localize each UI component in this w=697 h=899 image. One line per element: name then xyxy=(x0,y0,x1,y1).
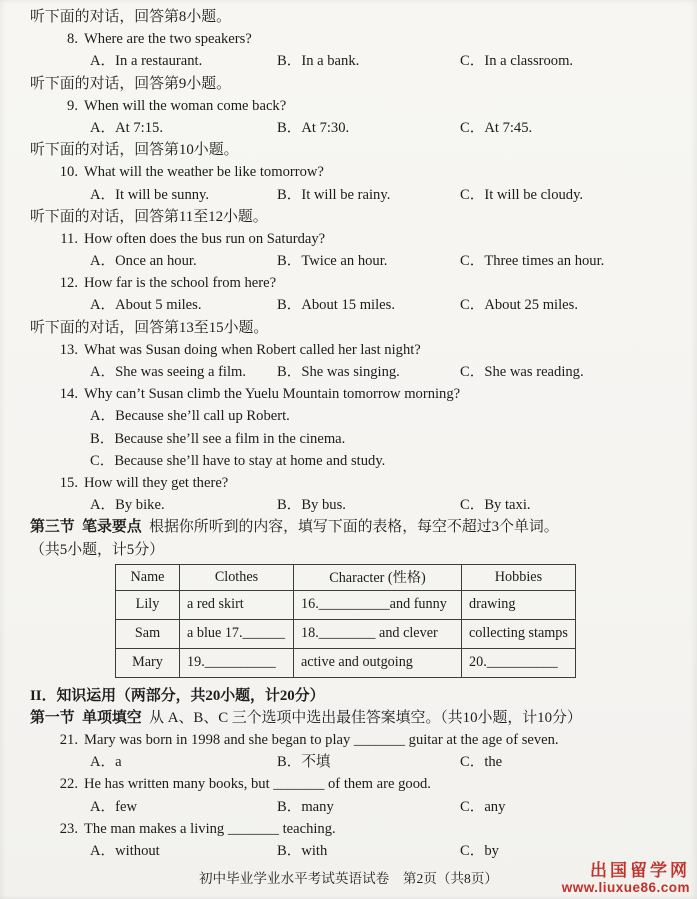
option-c: C．by xyxy=(460,843,499,859)
table-cell: drawing xyxy=(462,590,576,619)
question-line xyxy=(0,28,697,50)
section-title: 第一节 单项填空 xyxy=(30,709,142,726)
option-a: A．It will be sunny. xyxy=(90,186,210,203)
question-line xyxy=(0,95,697,117)
options-row xyxy=(0,361,697,383)
option-a: A．At 7:15. xyxy=(90,119,163,136)
question-line xyxy=(0,729,697,751)
question-number: 10. xyxy=(59,164,78,181)
question-text: Mary was born in 1998 and she began to play _______ guitar at the age of seven. xyxy=(84,732,559,749)
option-a: A．By bike. xyxy=(90,497,165,514)
question-number: 21. xyxy=(59,732,78,749)
section-title: 第三节 笔录要点 xyxy=(30,519,142,536)
question-number: 13. xyxy=(59,341,78,358)
question-number: 14. xyxy=(59,386,78,403)
option-a: A．In a restaurant. xyxy=(90,53,203,70)
page-footer: 初中毕业学业水平考试英语试卷 第2页（共8页） xyxy=(198,871,499,886)
table-header-cell: Clothes xyxy=(180,564,294,590)
section-description: 根据你所听到的内容，填写下面的表格，每空不超过3个单词。 xyxy=(141,519,559,536)
table-cell: active and outgoing xyxy=(294,648,462,677)
instruction-line: 听下面的对话，回答第10小题。 xyxy=(30,142,239,159)
question-number: 11. xyxy=(60,230,78,247)
section-description: 从 A、B、C 三个选项中选出最佳答案填空。（共10小题，计10分） xyxy=(141,709,582,726)
option-a: A．She was seeing a film. xyxy=(90,364,247,380)
options-row xyxy=(0,50,697,72)
table-cell: 18.________ and clever xyxy=(294,619,462,648)
question-text: He has written many books, but _______ of them are good. xyxy=(84,776,431,793)
option-b: B．with xyxy=(277,843,328,859)
question-number: 9. xyxy=(67,97,78,114)
table-row xyxy=(116,590,576,619)
option-b: B．About 15 miles. xyxy=(277,297,395,314)
option-b: B．She was singing. xyxy=(277,364,400,380)
option-c: C．In a classroom. xyxy=(460,53,574,70)
instruction-line: （共5小题，计5分） xyxy=(30,541,165,558)
question-text: Why can’t Susan climb the Yuelu Mountain tomorrow morning? xyxy=(84,386,461,403)
table-row xyxy=(116,619,576,648)
question-line xyxy=(0,383,697,405)
options-row xyxy=(0,796,697,818)
option-c: C．Three times an hour. xyxy=(460,253,605,270)
table-cell: 19.__________ xyxy=(180,648,294,677)
instruction-line: 听下面的对话，回答第8小题。 xyxy=(30,9,232,25)
question-text: Where are the two speakers? xyxy=(84,31,252,48)
options-row xyxy=(0,840,697,862)
table-cell: 20.__________ xyxy=(462,648,576,677)
option-b: B．many xyxy=(277,798,334,815)
option-a: A．a xyxy=(90,754,122,771)
notes-table-body xyxy=(116,590,576,677)
option-c: C．By taxi. xyxy=(460,497,531,514)
table-row xyxy=(116,648,576,677)
question-line xyxy=(0,472,697,494)
instruction-line: 听下面的对话，回答第9小题。 xyxy=(30,75,232,92)
site-watermark xyxy=(562,861,690,896)
section-header xyxy=(0,707,697,729)
question-text: The man makes a living _______ teaching. xyxy=(84,820,336,837)
question-number: 8. xyxy=(67,31,78,48)
option-b: B．By bus. xyxy=(277,497,346,514)
option-a: A．About 5 miles. xyxy=(90,297,202,314)
option-a: A．without xyxy=(90,843,160,859)
section-header xyxy=(0,516,697,538)
question-number: 15. xyxy=(59,474,78,491)
instruction-line: 听下面的对话，回答第13至15小题。 xyxy=(30,319,269,336)
question-line xyxy=(0,272,697,294)
table-header-cell: Hobbies xyxy=(462,564,576,590)
options-row xyxy=(0,117,697,139)
table-header-row xyxy=(116,564,576,590)
table-header-cell: Character (性格) xyxy=(294,564,462,590)
exam-content xyxy=(0,6,697,862)
option-c: C．the xyxy=(460,754,503,771)
question-text: How often does the bus run on Saturday? xyxy=(84,230,326,247)
question-number: 23. xyxy=(59,820,78,837)
options-row xyxy=(0,294,697,316)
option-line: C．Because she’ll have to stay at home and study. xyxy=(90,452,386,469)
options-row xyxy=(0,494,697,516)
options-row xyxy=(0,751,697,773)
question-line xyxy=(0,773,697,795)
watermark-site-name: 出国留学网 xyxy=(590,860,690,880)
question-line xyxy=(0,818,697,840)
option-b: B．不填 xyxy=(277,754,331,771)
option-a: A．few xyxy=(90,798,138,815)
instruction-line: 听下面的对话，回答第11至12小题。 xyxy=(30,208,268,225)
option-c: C．About 25 miles. xyxy=(460,297,578,314)
table-cell: 16.__________and funny xyxy=(294,590,462,619)
table-cell: Mary xyxy=(116,648,180,677)
question-line xyxy=(0,228,697,250)
watermark-site-url: www.liuxue86.com xyxy=(561,880,690,896)
option-b: B．At 7:30. xyxy=(277,119,350,136)
option-line: B．Because she’ll see a film in the cinema. xyxy=(90,430,346,447)
table-cell: Sam xyxy=(116,619,180,648)
option-c: C．It will be cloudy. xyxy=(460,186,584,203)
option-b: B．Twice an hour. xyxy=(277,253,388,270)
table-cell: Lily xyxy=(116,590,180,619)
options-row xyxy=(0,184,697,206)
listening-section-lines xyxy=(0,6,697,561)
option-b: B．It will be rainy. xyxy=(277,186,391,203)
question-text: What was Susan doing when Robert called her last night? xyxy=(84,341,421,358)
option-c: C．any xyxy=(460,798,506,815)
option-b: B．In a bank. xyxy=(277,53,360,70)
notes-table xyxy=(115,564,576,678)
question-text: How will they get there? xyxy=(84,474,229,491)
option-c: C．She was reading. xyxy=(460,364,584,380)
question-number: 12. xyxy=(59,275,78,292)
question-text: How far is the school from here? xyxy=(84,275,277,292)
question-number: 22. xyxy=(59,776,78,793)
question-line xyxy=(0,339,697,361)
table-cell: collecting stamps xyxy=(462,619,576,648)
question-text: What will the weather be like tomorrow? xyxy=(84,164,324,181)
knowledge-section-lines xyxy=(0,685,697,863)
option-a: A．Once an hour. xyxy=(90,253,197,270)
option-line: A．Because she’ll call up Robert. xyxy=(90,408,290,425)
notes-table-head xyxy=(116,564,576,590)
table-cell: a blue 17.______ xyxy=(180,619,294,648)
option-c: C．At 7:45. xyxy=(460,119,533,136)
question-line xyxy=(0,161,697,183)
section-header: II．知识运用（两部分，共20小题，计20分） xyxy=(30,687,325,704)
table-header-cell: Name xyxy=(116,564,180,590)
options-row xyxy=(0,250,697,272)
question-text: When will the woman come back? xyxy=(84,97,287,114)
table-cell: a red skirt xyxy=(180,590,294,619)
